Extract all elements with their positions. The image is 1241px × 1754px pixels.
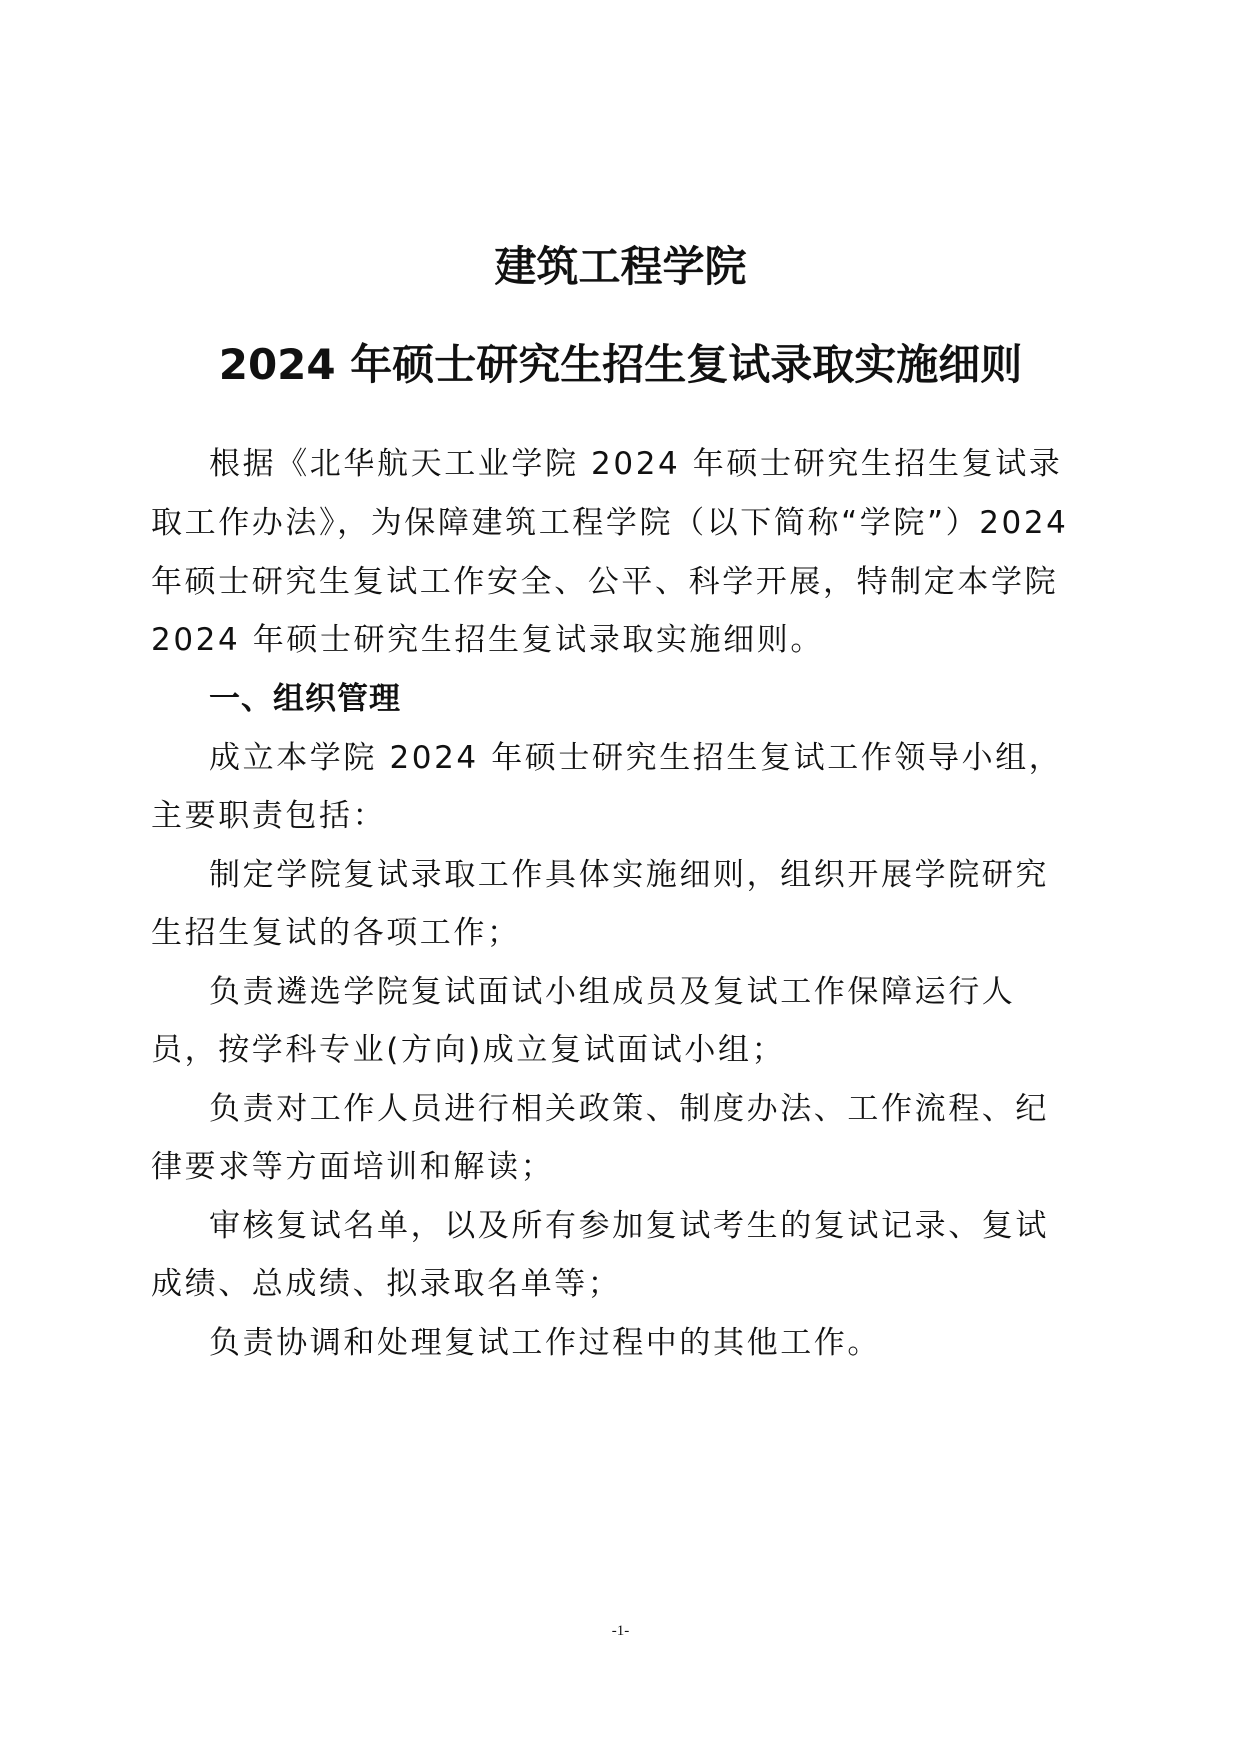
duty-2-line-1: 负责遴选学院复试面试小组成员及复试工作保障运行人 xyxy=(209,974,1016,1010)
duty-3-line-1: 负责对工作人员进行相关政策、制度办法、工作流程、纪 xyxy=(209,1091,1049,1127)
intro-line-4: 2024 年硕士研究生招生复试录取实施细则。 xyxy=(151,622,824,658)
intro-line-1: 根据《北华航天工业学院 2024 年硕士研究生招生复试录 xyxy=(209,446,1063,482)
duty-2-line-2: 员，按学科专业(方向)成立复试面试小组； xyxy=(151,1032,786,1068)
section-heading-organization: 一、组织管理 xyxy=(209,681,401,717)
duty-3-line-2: 律要求等方面培训和解读； xyxy=(151,1149,555,1185)
duty-5-line-1: 负责协调和处理复试工作过程中的其他工作。 xyxy=(209,1325,881,1361)
duty-4-line-2: 成绩、总成绩、拟录取名单等； xyxy=(151,1266,622,1302)
duty-4-line-1: 审核复试名单，以及所有参加复试考生的复试记录、复试 xyxy=(209,1208,1049,1244)
intro-line-2: 取工作办法》，为保障建筑工程学院（以下简称“学院”）2024 xyxy=(151,505,1069,541)
page-number: -1- xyxy=(611,1623,630,1639)
lead-line-1: 成立本学院 2024 年硕士研究生招生复试工作领导小组， xyxy=(209,740,1063,776)
lead-line-2: 主要职责包括： xyxy=(151,798,387,834)
duty-1-line-2: 生招生复试的各项工作； xyxy=(151,915,521,951)
intro-line-3: 年硕士研究生复试工作安全、公平、科学开展，特制定本学院 xyxy=(151,564,1059,600)
document-title-main: 2024 年硕士研究生招生复试录取实施细则 xyxy=(218,340,1023,389)
document-title-college: 建筑工程学院 xyxy=(494,242,747,291)
duty-1-line-1: 制定学院复试录取工作具体实施细则，组织开展学院研究 xyxy=(209,857,1049,893)
